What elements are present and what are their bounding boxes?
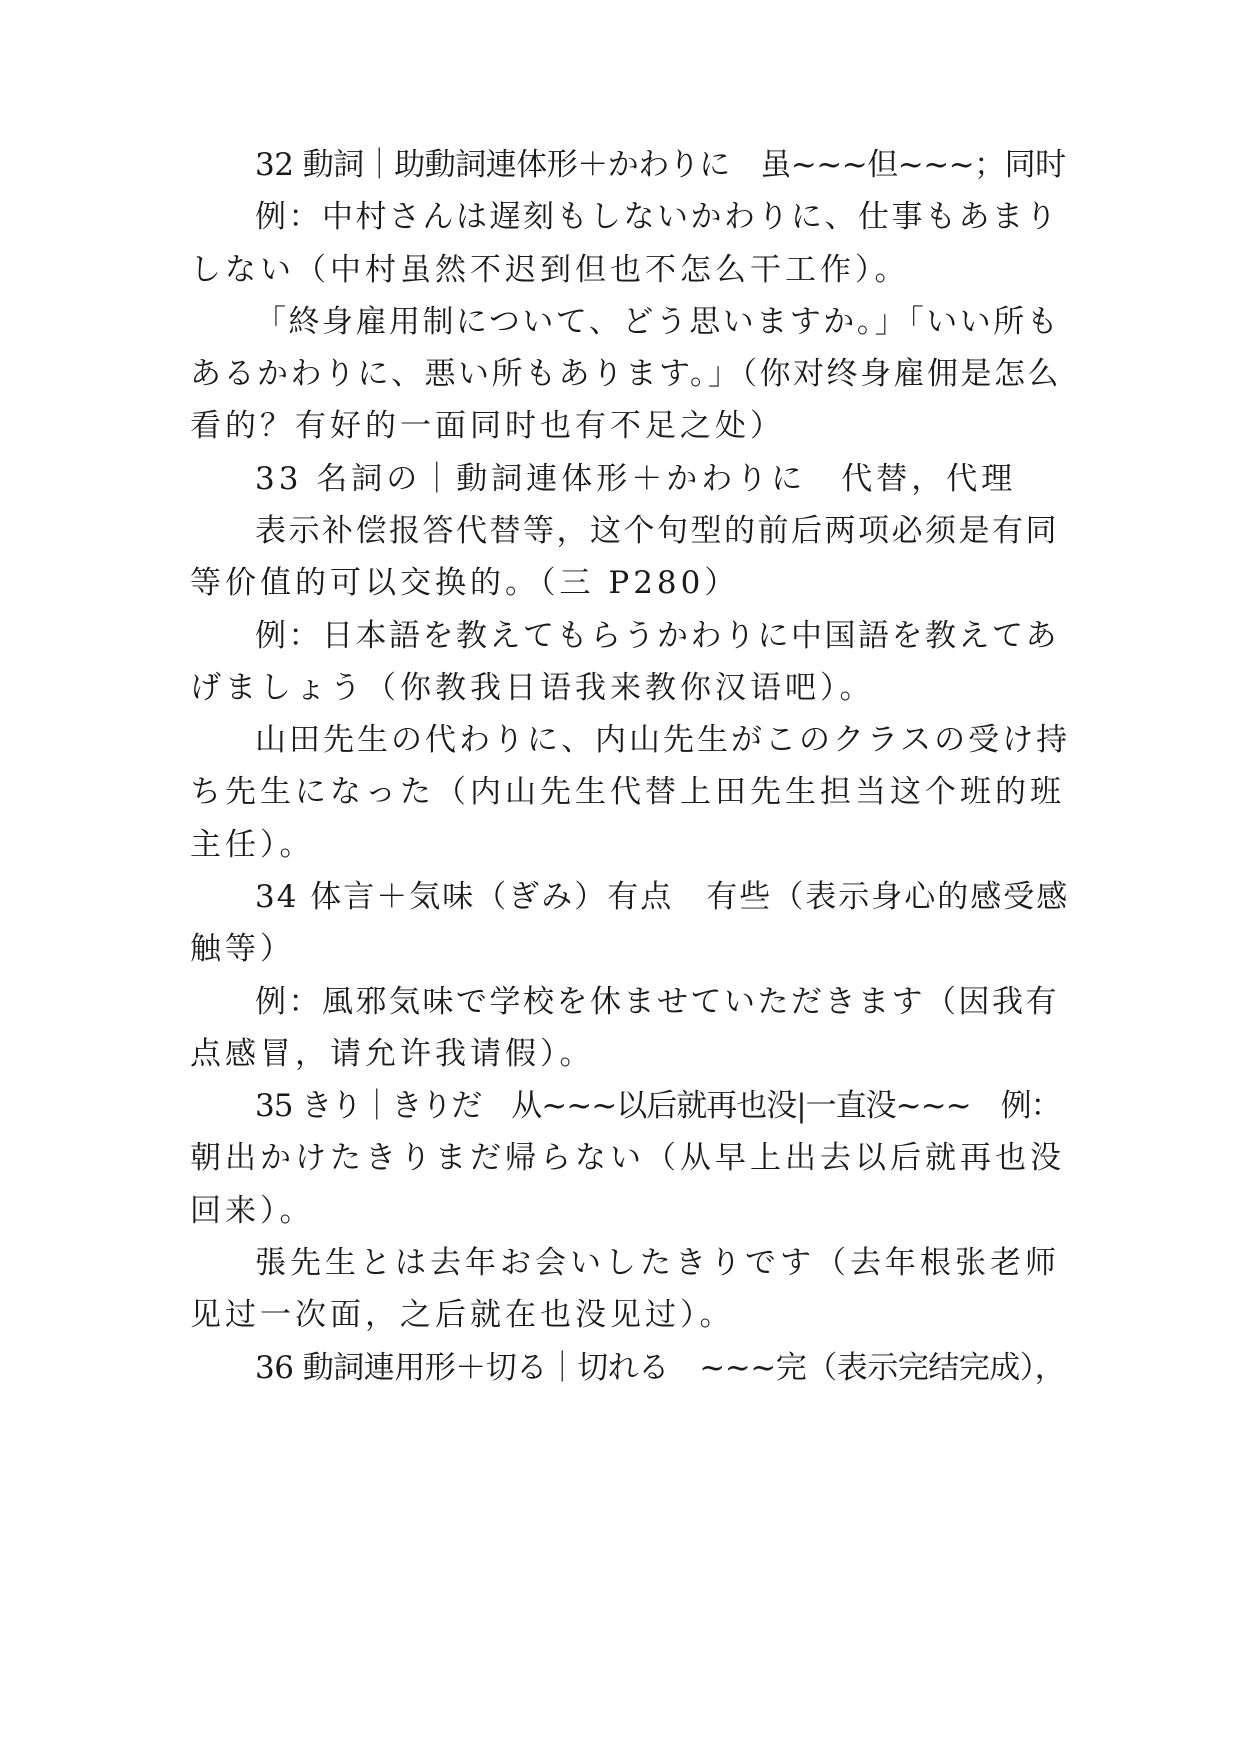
text-line: 35 きり｜きりだ 从~~~以后就再也没|一直没~~~ 例：: [255, 1088, 1061, 1124]
text-line: 張先生とは去年お会いしたきりです（去年根张老师: [255, 1245, 1060, 1281]
text-line: 34 体言＋気味（ぎみ）有点 有些（表示身心的感受感: [255, 879, 1070, 915]
text-line: 例：中村さんは遅刻もしないかわりに、仕事もあまり: [255, 199, 1059, 235]
text-line: 等价值的可以交换的。（三 P280）: [190, 565, 740, 601]
text-line: 例：日本語を教えてもらうかわりに中国語を教えてあ: [255, 618, 1059, 654]
text-line: 回来）。: [190, 1193, 315, 1229]
text-line: あるかわりに、悪い所もあります。」（你对终身雇佣是怎么: [190, 356, 1062, 392]
text-line: 表示补偿报答代替等，这个句型的前后两项必须是有同: [255, 513, 1059, 549]
text-line: 朝出かけたきりまだ帰らない（从早上出去以后就再也没: [190, 1140, 1065, 1176]
text-line: しない（中村虽然不迟到但也不怎么干工作）。: [190, 252, 910, 288]
text-line: ち先生になった（内山先生代替上田先生担当这个班的班: [190, 774, 1065, 810]
text-line: 触等）: [190, 931, 295, 967]
text-line: 点感冒，请允许我请假）。: [190, 1036, 595, 1072]
text-line: 32 動詞｜助動詞連体形＋かわりに 虽~~~但~~~；同时: [255, 147, 1066, 183]
text-line: 例：風邪気味で学校を休ませていただきます（因我有: [255, 984, 1059, 1020]
text-line: 主任）。: [190, 827, 315, 863]
text-line: 山田先生の代わりに、内山先生がこのクラスの受け持: [255, 722, 1071, 758]
text-line: げましょう（你教我日语我来教你汉语吧）。: [190, 670, 875, 706]
text-line: 看的？有好的一面同时也有不足之处）: [190, 408, 785, 444]
text-line: 见过一次面，之后就在也没见过）。: [190, 1297, 735, 1333]
text-line: 33 名詞の｜動詞連体形＋かわりに 代替，代理: [255, 461, 1017, 497]
text-line: 「終身雇用制について、どう思いますか。」「いい所も: [255, 304, 1061, 340]
text-line: 36 動詞連用形＋切る｜切れる ~~~完（表示完结完成），: [255, 1350, 1066, 1386]
